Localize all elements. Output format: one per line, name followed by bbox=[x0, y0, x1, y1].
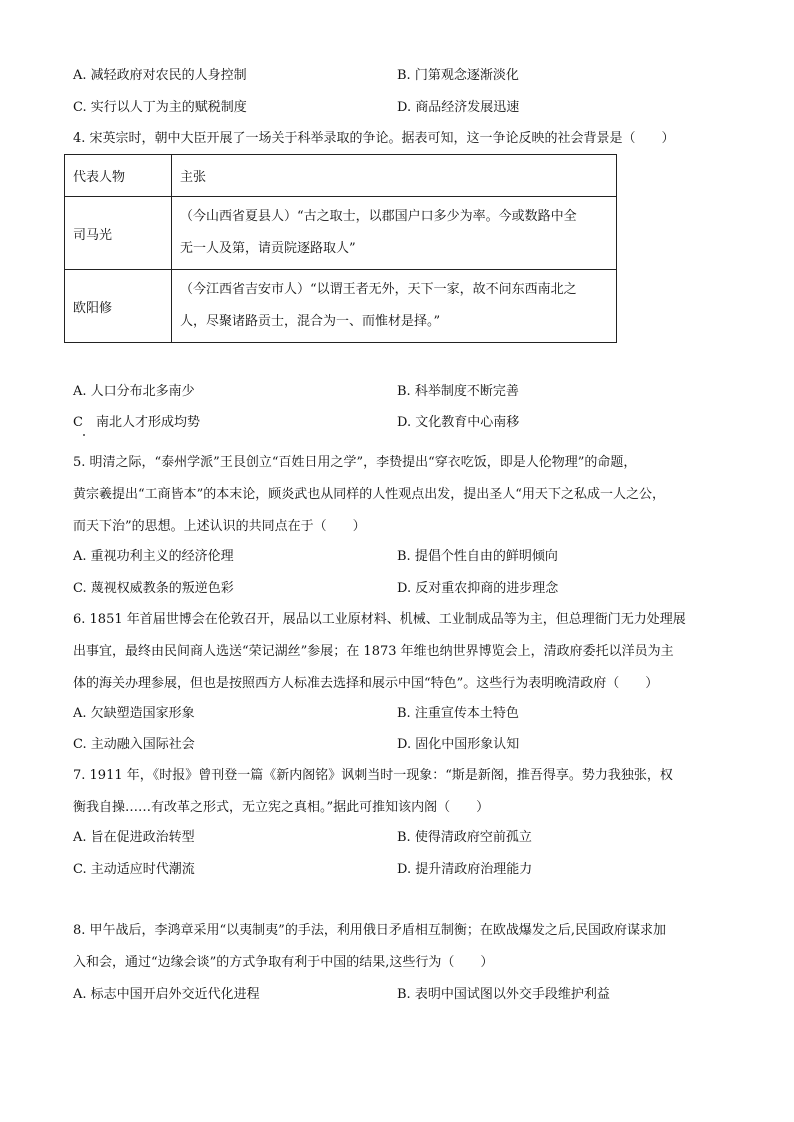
table-cell-claim bbox=[172, 270, 617, 343]
q8-line: 入和会，通过“边缘会谈”的方式争取有利于中国的结果,这些行为（ ） bbox=[73, 955, 494, 970]
stray-dot bbox=[83, 434, 85, 436]
q4-option-a: A. 人口分布北多南少 bbox=[73, 384, 195, 399]
q4-option-b: B. 科举制度不断完善 bbox=[397, 384, 519, 399]
q5-line: 5. 明清之际，“泰州学派”王艮创立“百姓日用之学”，李贽提出“穿衣吃饭，即是人伦物理”的命题， bbox=[73, 455, 637, 470]
table-cell-name: 欧阳修 bbox=[65, 270, 172, 343]
q3-option-b: B. 门第观念逐渐淡化 bbox=[397, 68, 519, 83]
q6-line: 体的海关办理参展，但也是按照西方人标准去选择和展示中国“特色”。这些行为表明晚清政府（ ） bbox=[73, 676, 659, 691]
q3-option-d: D. 商品经济发展迅速 bbox=[397, 100, 520, 115]
q6-option-c: C. 主动融入国际社会 bbox=[73, 737, 195, 752]
claim-line: （今江西省吉安市人）“以谓王者无外，天下一家，故不问东西南北之 bbox=[180, 282, 577, 297]
q5-line: 黄宗羲提出“工商皆本”的本末论，顾炎武也从同样的人性观点出发，提出圣人“用天下之私成一人之公， bbox=[73, 487, 665, 502]
q4-option-c: C 南北人才形成均势 bbox=[73, 415, 200, 430]
q6-line: 6. 1851 年首届世博会在伦敦召开，展品以工业原材料、机械、工业制成品等为主，但总理衙门无力处理展 bbox=[73, 612, 686, 627]
table-header-cell: 代表人物 bbox=[65, 155, 172, 197]
table-cell-claim bbox=[172, 197, 617, 270]
q5-option-c: C. 蔑视权威教条的叛逆色彩 bbox=[73, 581, 234, 596]
q5-option-b: B. 提倡个性自由的鲜明倾向 bbox=[397, 549, 558, 564]
claim-line: 人，尽聚诸路贡士，混合为一、而惟材是择。” bbox=[180, 314, 441, 329]
q7-line: 7. 1911 年，《时报》曾刊登一篇《新内阁铭》讽刺当时一现象：“斯是新阁，推吾得享。势力我独张，权 bbox=[73, 768, 673, 783]
q4-table bbox=[64, 154, 617, 343]
q6-option-d: D. 固化中国形象认知 bbox=[397, 737, 520, 752]
table-row bbox=[65, 197, 617, 270]
q4-stem: 4. 宋英宗时，朝中大臣开展了一场关于科举录取的争论。据表可知，这一争论反映的社会背景是（ ） bbox=[73, 131, 675, 146]
table-cell-name: 司马光 bbox=[65, 197, 172, 270]
q6-line: 出事宜，最终由民间商人选送“荣记湖丝”参展；在 1873 年维也纳世界博览会上，清政府委托以洋员为主 bbox=[73, 644, 674, 659]
q7-option-d: D. 提升清政府治理能力 bbox=[397, 862, 533, 877]
q5-line: 而天下治”的思想。上述认识的共同点在于（ ） bbox=[73, 519, 366, 534]
q7-option-c: C. 主动适应时代潮流 bbox=[73, 862, 195, 877]
claim-line: （今山西省夏县人）“古之取士，以郡国户口多少为率。今或数路中全 bbox=[180, 209, 577, 224]
table-row bbox=[65, 270, 617, 343]
q7-stem bbox=[73, 760, 733, 824]
table-header-cell: 主张 bbox=[172, 155, 617, 197]
q8-line: 8. 甲午战后，李鸿章采用“以夷制夷”的手法，利用俄日矛盾相互制衡；在欧战爆发之后,民国政府谋求加 bbox=[73, 923, 666, 938]
q6-stem bbox=[73, 604, 733, 700]
q3-option-a: A. 减轻政府对农民的人身控制 bbox=[73, 68, 247, 83]
q8-option-b: B. 表明中国试图以外交手段维护利益 bbox=[397, 987, 610, 1002]
q3-option-c: C. 实行以人丁为主的赋税制度 bbox=[73, 100, 247, 115]
q7-line: 衡我自操……有改革之形式，无立宪之真相。”据此可推知该内阁（ ） bbox=[73, 800, 490, 815]
q6-option-a: A. 欠缺塑造国家形象 bbox=[73, 706, 195, 721]
q8-stem bbox=[73, 915, 733, 979]
q7-option-a: A. 旨在促进政治转型 bbox=[73, 830, 195, 845]
q7-option-b: B. 使得清政府空前孤立 bbox=[397, 830, 532, 845]
q4-option-d: D. 文化教育中心南移 bbox=[397, 415, 520, 430]
table-header-row bbox=[65, 155, 617, 197]
claim-line: 无一人及第，请贡院逐路取人” bbox=[180, 241, 356, 256]
q5-stem bbox=[73, 447, 733, 543]
q6-option-b: B. 注重宣传本土特色 bbox=[397, 706, 519, 721]
q5-option-d: D. 反对重农抑商的进步理念 bbox=[397, 581, 559, 596]
q8-option-a: A. 标志中国开启外交近代化进程 bbox=[73, 987, 260, 1002]
q5-option-a: A. 重视功利主义的经济伦理 bbox=[73, 549, 234, 564]
